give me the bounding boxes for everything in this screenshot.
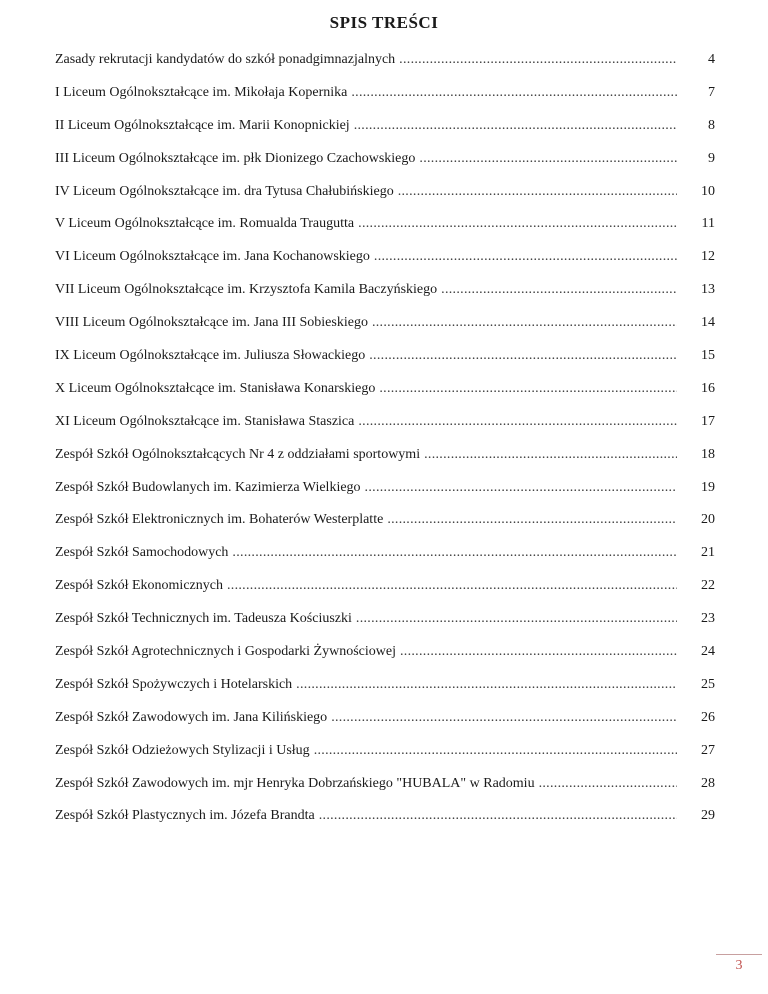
toc-entry-label: X Liceum Ogólnokształcące im. Stanisława Konarskiego xyxy=(55,380,376,396)
toc-entry-page: 9 xyxy=(708,150,715,166)
toc-entry[interactable] xyxy=(55,643,715,676)
toc-entry[interactable] xyxy=(55,610,715,643)
toc-entry-label: V Liceum Ogólnokształcące im. Romualda Traugutta xyxy=(55,216,355,232)
toc-entry-page: 19 xyxy=(701,479,715,495)
dot-leader xyxy=(356,610,677,627)
dot-leader xyxy=(354,117,677,134)
dot-leader xyxy=(358,215,677,232)
toc-entry-label: VII Liceum Ogólnokształcące im. Krzysztofa Kamila Baczyńskiego xyxy=(55,282,438,298)
toc-entry-page: 18 xyxy=(701,446,715,462)
dot-leader xyxy=(398,183,677,200)
toc-entry-page: 17 xyxy=(701,413,715,429)
toc-entry-page: 20 xyxy=(701,512,715,528)
toc-entry-label: Zespół Szkół Technicznych im. Tadeusza Kościuszki xyxy=(55,611,352,627)
dot-leader xyxy=(400,643,677,660)
toc-entry[interactable] xyxy=(55,347,715,380)
toc-entry-label: VIII Liceum Ogólnokształcące im. Jana III Sobieskiego xyxy=(55,315,368,331)
toc-entry-label: XI Liceum Ogólnokształcące im. Stanisława Staszica xyxy=(55,413,355,429)
footer-divider xyxy=(716,954,762,955)
toc-entry[interactable] xyxy=(55,117,715,150)
dot-leader xyxy=(379,380,677,397)
toc-entry[interactable] xyxy=(55,314,715,347)
toc-entry-page: 4 xyxy=(708,52,715,67)
dot-leader xyxy=(358,413,677,430)
dot-leader xyxy=(319,807,677,824)
dot-leader xyxy=(351,84,677,101)
toc-entry-page: 26 xyxy=(701,709,715,725)
toc-entry[interactable] xyxy=(55,742,715,775)
toc-entry-page: 12 xyxy=(701,249,715,265)
toc-entry-label: Zespół Szkół Elektronicznych im. Bohaterów Westerplatte xyxy=(55,512,384,528)
toc-entry-label: Zespół Szkół Spożywczych i Hotelarskich xyxy=(55,676,293,692)
toc-entry-page: 16 xyxy=(701,380,715,396)
dot-leader xyxy=(372,314,677,331)
toc-entry[interactable] xyxy=(55,775,715,808)
toc-entry[interactable] xyxy=(55,281,715,314)
dot-leader xyxy=(296,676,677,693)
toc-entry-label: Zespół Szkół Ogólnokształcących Nr 4 z oddziałami sportowymi xyxy=(55,446,421,462)
toc-entry-label: Zespół Szkół Samochodowych xyxy=(55,545,229,561)
dot-leader xyxy=(331,709,677,726)
toc-entry[interactable] xyxy=(55,380,715,413)
toc-entry-label: II Liceum Ogólnokształcące im. Marii Konopnickiej xyxy=(55,117,350,133)
toc-entry-page: 10 xyxy=(701,183,715,199)
toc-entry[interactable] xyxy=(55,215,715,248)
toc-entry-label: Zespół Szkół Plastycznych im. Józefa Brandta xyxy=(55,808,315,824)
toc-entry[interactable] xyxy=(55,84,715,117)
toc-entry[interactable] xyxy=(55,150,715,183)
toc-entry-page: 25 xyxy=(701,676,715,692)
toc-entry-label: I Liceum Ogólnokształcące im. Mikołaja Kopernika xyxy=(55,84,348,100)
toc-entry[interactable] xyxy=(55,413,715,446)
toc-entry[interactable] xyxy=(55,709,715,742)
toc-entry-page: 23 xyxy=(701,611,715,627)
toc-entry-label: Zespół Szkół Ekonomicznych xyxy=(55,578,223,594)
toc-entry-page: 8 xyxy=(708,117,715,133)
dot-leader xyxy=(419,150,677,167)
toc-entry-label: III Liceum Ogólnokształcące im. płk Dionizego Czachowskiego xyxy=(55,150,416,166)
toc-entry-label: VI Liceum Ogólnokształcące im. Jana Kochanowskiego xyxy=(55,249,370,265)
dot-leader xyxy=(232,544,677,561)
toc-entry-label: Zasady rekrutacji kandydatów do szkół ponadgimnazjalnych xyxy=(55,52,396,67)
toc-entry[interactable] xyxy=(55,183,715,216)
toc-entry[interactable] xyxy=(55,511,715,544)
toc-entry-label: Zespół Szkół Agrotechnicznych i Gospodarki Żywnościowej xyxy=(55,644,396,660)
toc-entry[interactable] xyxy=(55,446,715,479)
toc-entry[interactable] xyxy=(55,676,715,709)
table-of-contents xyxy=(55,51,715,840)
toc-entry-page: 21 xyxy=(701,545,715,561)
toc-entry-page: 27 xyxy=(701,742,715,758)
dot-leader xyxy=(441,281,677,298)
toc-entry-label: Zespół Szkół Zawodowych im. mjr Henryka Dobrzańskiego "HUBALA" w Radomiu xyxy=(55,775,535,791)
toc-entry-label: Zespół Szkół Zawodowych im. Jana Kilińskiego xyxy=(55,709,328,725)
page-number: 3 xyxy=(735,958,743,973)
toc-entry-label: IV Liceum Ogólnokształcące im. dra Tytusa Chałubińskiego xyxy=(55,183,394,199)
toc-entry-page: 28 xyxy=(701,775,715,791)
toc-entry-page: 15 xyxy=(701,348,715,364)
toc-entry-label: IX Liceum Ogólnokształcące im. Juliusza Słowackiego xyxy=(55,348,366,364)
toc-entry-page: 24 xyxy=(701,644,715,660)
toc-entry-page: 13 xyxy=(701,282,715,298)
dot-leader xyxy=(399,51,677,68)
toc-entry[interactable] xyxy=(55,577,715,610)
toc-entry-label: Zespół Szkół Budowlanych im. Kazimierza Wielkiego xyxy=(55,479,361,495)
toc-entry-page: 29 xyxy=(701,808,715,824)
dot-leader xyxy=(365,479,677,496)
toc-entry[interactable] xyxy=(55,544,715,577)
toc-entry-label: Zespół Szkół Odzieżowych Stylizacji i Usług xyxy=(55,742,310,758)
toc-entry[interactable] xyxy=(55,807,715,840)
dot-leader xyxy=(424,446,677,463)
toc-entry-page: 7 xyxy=(708,84,715,100)
dot-leader xyxy=(387,511,677,528)
toc-entry[interactable] xyxy=(55,479,715,512)
dot-leader xyxy=(227,577,677,594)
toc-entry-page: 22 xyxy=(701,578,715,594)
dot-leader xyxy=(369,347,677,364)
toc-entry-page: 14 xyxy=(701,315,715,331)
page-title: SPIS TREŚCI xyxy=(329,13,439,32)
toc-entry[interactable] xyxy=(55,51,715,84)
dot-leader xyxy=(314,742,677,759)
dot-leader xyxy=(539,775,677,792)
dot-leader xyxy=(374,248,677,265)
toc-entry[interactable] xyxy=(55,248,715,281)
toc-entry-page: 11 xyxy=(701,216,715,232)
